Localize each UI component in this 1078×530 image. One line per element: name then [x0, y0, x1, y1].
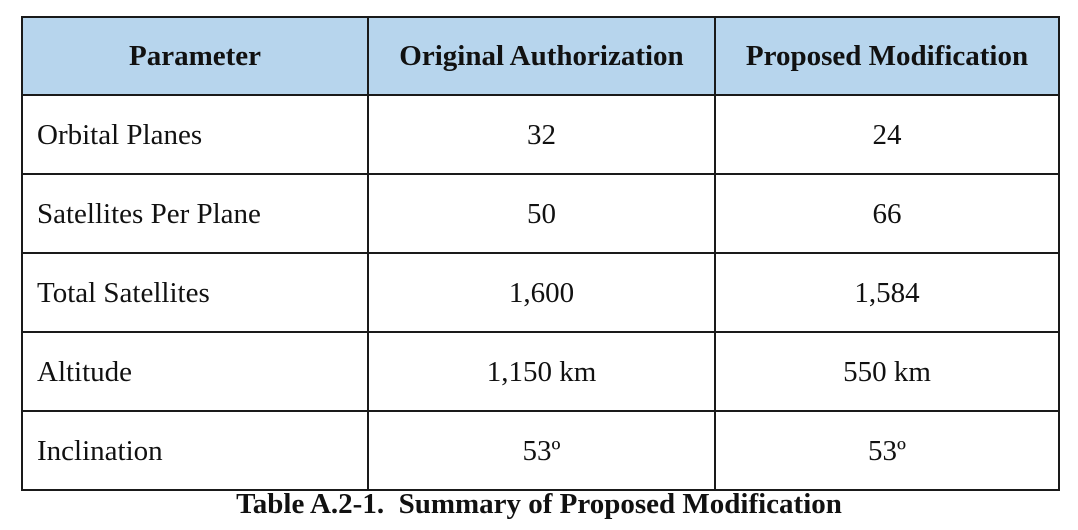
row-label: Altitude: [22, 332, 368, 411]
header-parameter: Parameter: [22, 17, 368, 95]
table-row: [22, 174, 1059, 253]
header-original-authorization: Original Authorization: [368, 17, 715, 95]
original-value: 32: [368, 95, 715, 174]
table-row: [22, 253, 1059, 332]
proposed-value: 66: [715, 174, 1059, 253]
table-caption: Table A.2-1. Summary of Proposed Modification: [236, 488, 842, 520]
proposed-value: 550 km: [715, 332, 1059, 411]
summary-table-container: [21, 16, 1058, 491]
row-label: Orbital Planes: [22, 95, 368, 174]
original-value: 1,150 km: [368, 332, 715, 411]
proposed-value: 1,584: [715, 253, 1059, 332]
original-value: 50: [368, 174, 715, 253]
row-label: Total Satellites: [22, 253, 368, 332]
summary-table: [21, 16, 1060, 491]
table-row: [22, 332, 1059, 411]
original-value: 1,600: [368, 253, 715, 332]
original-value: 53º: [368, 411, 715, 490]
table-row: [22, 411, 1059, 490]
header-proposed-modification: Proposed Modification: [715, 17, 1059, 95]
proposed-value: 24: [715, 95, 1059, 174]
row-label: Satellites Per Plane: [22, 174, 368, 253]
table-row: [22, 95, 1059, 174]
proposed-value: 53º: [715, 411, 1059, 490]
table-header-row: [22, 17, 1059, 95]
row-label: Inclination: [22, 411, 368, 490]
